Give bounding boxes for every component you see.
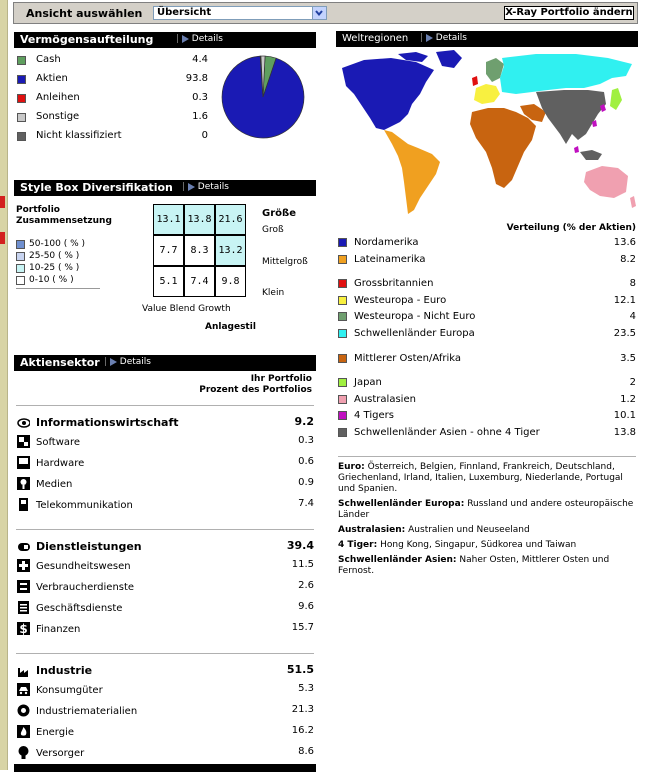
stylebox-legend-swatch [16, 252, 25, 261]
region-label: Lateinamerika [354, 253, 426, 265]
asset-label: Nicht klassifiziert [36, 130, 122, 141]
region-color-swatch [338, 238, 347, 247]
map-region-australasia [584, 166, 636, 208]
stylebox-legend-label: 25-50 ( % ) [29, 251, 80, 261]
map-region-north-america [342, 52, 434, 130]
region-color-swatch [338, 312, 347, 321]
sector-col-header-1: Ihr Portfolio [250, 374, 312, 384]
region-note-text: Hong Kong, Singapur, Südkorea und Taiwan [380, 540, 577, 550]
asset-color-swatch [17, 56, 26, 65]
region-label: Japan [354, 377, 382, 389]
sector-details-link[interactable]: | Details [104, 357, 151, 367]
region-note-text: Naher Osten, Mittlerer Osten und Fernost. [338, 555, 610, 576]
stylebox-composition-label: Zusammensetzung [16, 216, 112, 226]
region-color-swatch [338, 428, 347, 437]
sector-header [14, 355, 316, 371]
media-icon [17, 477, 30, 493]
asset-label: Cash [36, 54, 61, 65]
region-note-term: Australasien: [338, 525, 406, 535]
map-region-middle-east-africa [470, 104, 546, 188]
sector-item-value: 7.4 [298, 498, 314, 509]
sector-item-name: Geschäftsdienste [36, 603, 123, 614]
stylebox-cell: 21.6 [215, 204, 246, 235]
world-map [336, 48, 638, 218]
regions-details-link[interactable]: | Details [420, 33, 467, 43]
regions-title: Weltregionen [342, 33, 409, 44]
gear-icon [17, 704, 30, 720]
sector-title: Aktiensektor [20, 356, 100, 369]
view-select-label: Ansicht auswählen [26, 7, 143, 20]
stylebox-legend-swatch [16, 276, 25, 285]
legend-divider [16, 288, 100, 289]
sector-group-name: Informationswirtschaft [36, 416, 179, 429]
stylebox-cell: 13.8 [184, 204, 215, 235]
region-color-swatch [338, 395, 347, 404]
sector-item-name: Versorger [36, 748, 85, 759]
region-label: Nordamerika [354, 237, 419, 248]
region-value: 4 [629, 311, 636, 323]
asset-value: 4.4 [192, 54, 208, 65]
arrow-right-icon [182, 35, 189, 43]
asset-label: Aktien [36, 73, 68, 84]
sector-item-name: Telekommunikation [36, 500, 133, 511]
sector-item-name: Gesundheitswesen [36, 561, 131, 572]
sector-item-value: 0.6 [298, 456, 314, 467]
map-region-emerging-europe [500, 54, 632, 94]
region-value: 1.2 [620, 393, 636, 405]
region-note [338, 462, 636, 495]
map-region-greenland [436, 50, 462, 68]
sector-group-name: Dienstleistungen [36, 540, 142, 553]
factory-icon [17, 664, 30, 680]
next-section-header [14, 764, 316, 772]
asset-value: 0 [201, 130, 208, 141]
region-value: 13.8 [613, 427, 636, 438]
svg-text:$: $ [19, 622, 28, 635]
sector-group-value: 9.2 [294, 415, 314, 428]
software-icon [17, 435, 30, 451]
stylebox-cell: 9.8 [215, 266, 246, 297]
map-region-japan [610, 88, 622, 110]
asset-value: 0.3 [192, 92, 208, 103]
view-select-value: Übersicht [157, 7, 212, 18]
sector-group-value: 51.5 [286, 663, 314, 676]
consumer-services-icon [17, 580, 30, 596]
asset-allocation-pie [220, 54, 306, 140]
region-note-term: Schwellenländer Europa: [338, 499, 465, 509]
stylebox-details-link[interactable]: | Details [182, 182, 229, 192]
left-marker [0, 196, 5, 208]
stylebox-cell: 13.1 [153, 204, 184, 235]
map-region-latin-america [384, 130, 440, 214]
asset-color-swatch [17, 132, 26, 141]
business-icon [17, 601, 30, 617]
stylebox-cell: 5.1 [153, 266, 184, 297]
asset-label: Sonstige [36, 111, 80, 122]
region-value: 23.5 [613, 328, 636, 339]
sector-group-value: 39.4 [286, 539, 314, 552]
region-color-swatch [338, 255, 347, 264]
sector-item-value: 11.5 [291, 559, 314, 570]
stylebox-legend-label: 50-100 ( % ) [29, 239, 86, 249]
region-note-text: Australien und Neuseeland [408, 525, 530, 535]
chevron-down-icon[interactable] [312, 7, 326, 19]
region-value: 8 [629, 278, 636, 290]
region-color-swatch [338, 354, 347, 363]
stylebox-size-large: Groß [262, 225, 284, 235]
sector-item-value: 16.2 [291, 725, 314, 736]
car-icon [17, 683, 30, 699]
region-note-term: Schwellenländer Asien: [338, 555, 457, 565]
region-value: 2 [629, 377, 636, 389]
sector-item-value: 9.6 [298, 601, 314, 612]
region-color-swatch [338, 378, 347, 387]
sector-item-name: Hardware [36, 458, 85, 469]
map-region-uk [472, 76, 478, 86]
region-label: Schwellenländer Asien - ohne 4 Tiger [354, 427, 540, 438]
view-select[interactable] [153, 6, 327, 20]
region-note-text: Österreich, Belgien, Finnland, Frankreich, Deutschland, Griechenland, Irland, Italien, Luxemburg, Niederlande, Portugal und Spanien. [338, 462, 623, 494]
asset-allocation-details-link[interactable]: | Details [176, 34, 223, 44]
asset-allocation-header [14, 32, 316, 48]
stylebox-size-title: Größe [262, 208, 296, 219]
sector-item-name: Medien [36, 479, 73, 490]
region-note-text: Russland und andere osteuropäische Länder [338, 499, 634, 520]
map-region-southeast-asia [580, 150, 602, 160]
stylebox-cell: 8.3 [184, 235, 215, 266]
view-toolbar [13, 2, 638, 24]
hardware-icon [17, 456, 30, 472]
region-note [338, 540, 636, 551]
health-icon [17, 559, 30, 575]
region-value: 13.6 [613, 237, 636, 248]
stylebox-cell: 7.4 [184, 266, 215, 297]
regions-divider [338, 456, 636, 457]
flame-icon [17, 725, 30, 741]
bulb-icon [17, 746, 30, 762]
asset-color-swatch [17, 113, 26, 122]
stylebox-header [14, 180, 316, 196]
region-label: Mittlerer Osten/Afrika [354, 352, 462, 364]
sector-item-value: 8.6 [298, 746, 314, 757]
stylebox-grid [153, 204, 246, 297]
asset-color-swatch [17, 94, 26, 103]
sector-item-value: 2.6 [298, 580, 314, 591]
phone-icon [17, 498, 30, 514]
xray-change-button[interactable]: X-Ray Portfolio ändern [505, 7, 633, 18]
eye-icon [17, 416, 30, 432]
stylebox-style-labels: Value Blend Growth [142, 304, 231, 314]
stylebox-legend-swatch [16, 264, 25, 273]
stylebox-cell: 7.7 [153, 235, 184, 266]
sector-item-name: Verbraucherdienste [36, 582, 135, 593]
sector-item-name: Software [36, 437, 81, 448]
region-note-term: Euro: [338, 462, 365, 472]
left-frame-strip [0, 0, 8, 770]
asset-label: Anleihen [36, 92, 80, 103]
region-value: 12.1 [613, 294, 636, 306]
region-label: Australasien [354, 393, 416, 405]
region-color-swatch [338, 329, 347, 338]
region-label: 4 Tigers [354, 410, 394, 422]
sector-item-value: 5.3 [298, 683, 314, 694]
region-note [338, 499, 636, 521]
region-color-swatch [338, 279, 347, 288]
sector-item-value: 0.9 [298, 477, 314, 488]
asset-value: 1.6 [192, 111, 208, 122]
arrow-right-icon [110, 358, 117, 366]
map-region-emerging-asia [536, 90, 606, 144]
sector-item-value: 21.3 [291, 704, 314, 715]
sector-item-value: 15.7 [291, 622, 314, 633]
stylebox-style-title: Anlagestil [205, 322, 256, 332]
region-color-swatch [338, 296, 347, 305]
arrow-right-icon [188, 183, 195, 191]
stylebox-legend-label: 0-10 ( % ) [29, 275, 74, 285]
stylebox-legend-label: 10-25 ( % ) [29, 263, 80, 273]
sector-item-name: Konsumgüter [36, 685, 103, 696]
sector-group-name: Industrie [36, 664, 93, 677]
stylebox-cell: 13.2 [215, 235, 246, 266]
region-label: Westeuropa - Euro [354, 294, 447, 306]
stylebox-size-mid: Mittelgroß [262, 257, 308, 267]
stylebox-size-small: Klein [262, 288, 285, 298]
sector-item-value: 0.3 [298, 435, 314, 446]
region-value: 8.2 [620, 253, 636, 265]
region-notes [338, 462, 636, 581]
stylebox-title: Style Box Diversifikation [20, 181, 173, 194]
region-label: Westeuropa - Nicht Euro [354, 311, 476, 323]
regions-header [336, 31, 638, 47]
map-region-west-europe-euro [474, 84, 500, 104]
asset-allocation-title: Vermögensaufteilung [20, 33, 154, 46]
asset-value: 93.8 [185, 73, 208, 84]
sector-item-name: Finanzen [36, 624, 81, 635]
sector-item-name: Energie [36, 727, 75, 738]
region-color-swatch [338, 411, 347, 420]
region-label: Schwellenländer Europa [354, 328, 475, 339]
region-note-term: 4 Tiger: [338, 540, 378, 550]
left-marker [0, 232, 5, 244]
stylebox-portfolio-label: Portfolio [16, 205, 60, 215]
region-note [338, 555, 636, 577]
sector-item-name: Industriematerialien [36, 706, 138, 717]
dollar-icon [17, 622, 30, 638]
service-icon [17, 540, 30, 556]
sector-divider [16, 653, 314, 654]
arrow-right-icon [426, 34, 433, 42]
region-value: 3.5 [620, 352, 636, 364]
region-value: 10.1 [613, 410, 636, 422]
sector-col-header-2: Prozent des Portfolios [199, 385, 312, 395]
regions-dist-header: Verteilung (% der Aktien) [506, 223, 636, 233]
sector-divider [16, 529, 314, 530]
stylebox-legend-swatch [16, 240, 25, 249]
sector-divider [16, 405, 314, 406]
region-note [338, 525, 636, 536]
region-label: Grossbritannien [354, 278, 434, 290]
asset-color-swatch [17, 75, 26, 84]
